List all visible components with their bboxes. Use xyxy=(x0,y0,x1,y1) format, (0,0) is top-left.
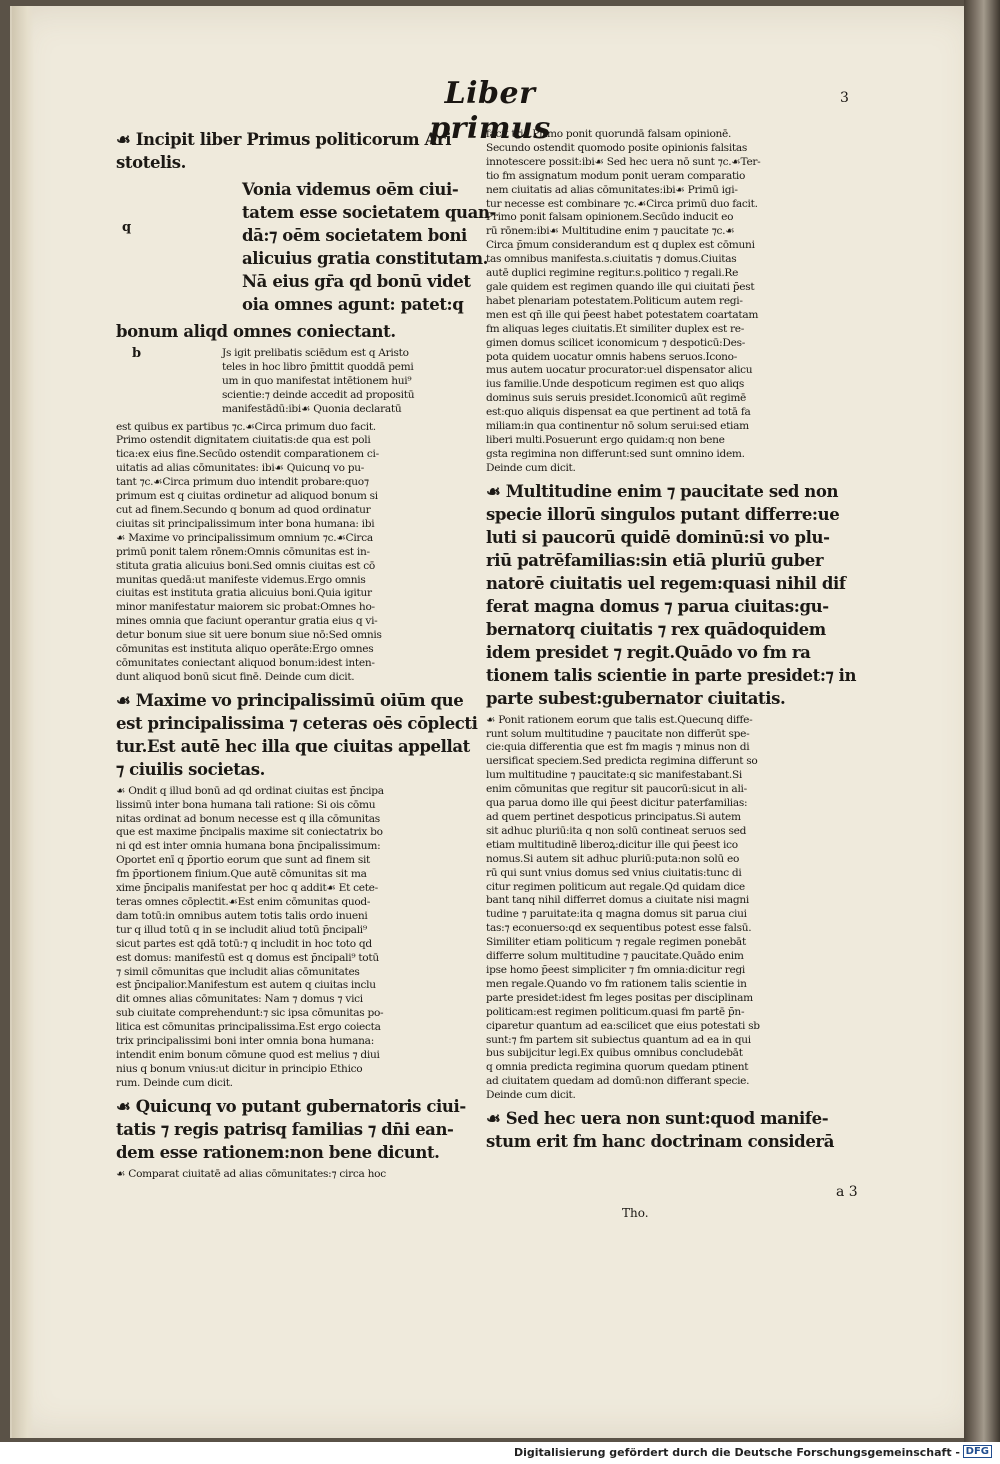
text-line: Primo ostendit dignitatem ciuitatis:de qua est poli xyxy=(116,434,371,447)
text-line: mus autem uocatur procurator:uel dispensator alicu xyxy=(486,364,753,377)
text-line: cie:quia differentia que est fm magis ⁊ minus non di xyxy=(486,741,750,754)
footer-bar xyxy=(0,1442,1000,1464)
left-paragraph xyxy=(116,689,478,781)
text-line: innotescere possit:ibi☙ Sed hec uera nō sunt ⁊c.☙Ter- xyxy=(486,155,761,168)
text-line: tas:⁊ econuerso:qd ex sequentibus potest esse falsū. xyxy=(486,922,752,935)
text-line: munitas quedā:ut manifeste videmus.Ergo omnis xyxy=(116,573,366,586)
marginal-letter-b: b xyxy=(132,346,142,361)
text-line: dā:⁊ oēm societatem boni xyxy=(242,226,467,245)
left-paragraph xyxy=(116,1168,462,1182)
text-line: ☙ Quicunq vo putant gubernatoris ciui- xyxy=(116,1096,466,1116)
left-paragraph xyxy=(116,1095,466,1164)
text-line: xime p̄ncipalis manifestat per hoc q addit☙ Et cete- xyxy=(116,882,378,895)
text-line: Secundo ostendit quomodo posite opinionis falsitas xyxy=(486,141,748,154)
text-line: gsta regimina non differunt:sed sunt omnino idem. xyxy=(486,447,745,460)
text-line: lissimū inter bona humana tali ratione: Si ois cōmu xyxy=(116,798,376,811)
text-line: bonum aliqd omnes coniectant. xyxy=(116,322,396,341)
text-line: um in quo manifestat intētionem hui⁹ xyxy=(222,374,412,387)
left-paragraph xyxy=(116,785,462,1091)
text-line: runt solum multitudine ⁊ paucitate non differūt spe- xyxy=(486,727,750,740)
text-line: cut ad finem.Secundo q bonum ad quod ordinatur xyxy=(116,503,371,516)
text-line: citur regimen politicum aut regale.Qd quidam dice xyxy=(486,880,745,893)
text-line: ciparetur quantum ad ea:scilicet que eius potestati sb xyxy=(486,1019,760,1032)
page-title: Liber primus xyxy=(429,76,551,146)
text-line: ad ciuitatem quedam ad domū:non differant specie. xyxy=(486,1075,750,1088)
text-line: ciuitas sit principalissimum inter bona humana: ibi xyxy=(116,517,375,530)
text-line: tica:ex eius fine.Secūdo ostendit comparationem ci- xyxy=(116,448,379,461)
text-line: pota quidem uocatur omnis habens seruos.Icono- xyxy=(486,350,738,363)
text-line: tatem esse societatem quan- xyxy=(242,203,496,222)
text-line: fm aliquas leges ciuitatis.Et similiter duplex est re- xyxy=(486,322,744,335)
book-page xyxy=(10,6,980,1438)
text-line: ciuitas est instituta gratia alicuius boni.Quia igitur xyxy=(116,587,372,600)
text-line: habet plenariam potestatem.Politicum autem regi- xyxy=(486,294,743,307)
text-line: tas omnibus manifesta.s.ciuitatis ⁊ domus.Ciuitas xyxy=(486,253,737,266)
text-line: rū qui sunt vnius domus sed vnius ciuitatis:tunc di xyxy=(486,866,742,879)
left-paragraph xyxy=(116,128,462,174)
text-line: nitas ordinat ad bonum necesse est q illa cōmunitas xyxy=(116,812,380,825)
text-line: riū patrēfamilias:sin etiā pluriū guber xyxy=(486,550,824,570)
folio-number: 3 xyxy=(840,90,849,106)
text-line: facit tria.Primo ponit quorundā falsam opinionē. xyxy=(486,128,732,140)
text-line: oia omnes agunt: patet:q xyxy=(242,295,464,314)
text-line: men est qn̄ ille qui p̄eest habet potestatem coartatam xyxy=(486,308,759,321)
text-line: dominus suis seruis presidet.Iconomicū aūt regimē xyxy=(486,392,747,405)
text-line: stum erit fm hanc doctrinam considerā xyxy=(486,1132,834,1152)
text-line: gimen domus scilicet iconomicum ⁊ despoticū:Des- xyxy=(486,336,746,349)
text-line: bernatorq ciuitatis ⁊ rex quādoquidem xyxy=(486,619,826,639)
text-line: est principalissima ⁊ ceteras oēs cōplecti xyxy=(116,713,478,733)
text-line: Nā eius gr̄a qd bonū videt xyxy=(242,272,471,291)
text-line: natorē ciuitatis uel regem:quasi nihil dif xyxy=(486,573,846,593)
text-line: tatis ⁊ regis patrisq familias ⁊ dn̄i ean- xyxy=(116,1119,454,1139)
text-line: nius q bonum vnius:ut dicitur in principio Ethico xyxy=(116,1062,363,1075)
text-line: dem esse rationem:non bene dicunt. xyxy=(116,1142,440,1162)
text-line: tur necesse est combinare ⁊c.☙Circa primū duo facit. xyxy=(486,197,758,210)
text-line: teles in hoc libro p̄mittit quoddā pemi xyxy=(222,360,414,373)
text-line: lum multitudine ⁊ paucitate:q sic manifestabant.Si xyxy=(486,769,743,782)
book-edge xyxy=(964,0,1000,1442)
left-paragraph xyxy=(116,320,462,343)
text-line: ☙ Ponit rationem eorum que talis est.Quecunq diffe- xyxy=(486,713,753,726)
text-line: ipse homo p̄eest simpliciter ⁊ fm omnia:dicitur regi xyxy=(486,963,746,976)
text-line: Deinde cum dicit. xyxy=(486,1089,576,1102)
left-paragraph xyxy=(116,421,462,685)
text-line: stituta gratia alicuius boni.Sed omnis ciuitas est cō xyxy=(116,559,375,572)
text-line: litica est cōmunitas principalissima.Est ergo coiecta xyxy=(116,1021,381,1034)
text-line: tionem talis scientie in parte presidet:⁊ in xyxy=(486,665,857,685)
text-line: uitatis ad alias cōmunitates: ibi☙ Quicunq vo pu- xyxy=(116,462,365,475)
text-line: sub ciuitate comprehendunt:⁊ sic ipsa cōmunitas po- xyxy=(116,1007,384,1020)
text-line: stotelis. xyxy=(116,153,187,172)
right-paragraph xyxy=(486,480,857,710)
text-line: bus subijcitur legi.Ex quibus omnibus concludebāt xyxy=(486,1047,743,1060)
text-line: uersificat speciem.Sed predicta regimina differunt so xyxy=(486,755,758,768)
text-line: manifestādū:ibi☙ Quonia declaratū xyxy=(222,402,402,415)
text-line: sicut partes est qdā totū:⁊ q includit in hoc toto qd xyxy=(116,937,372,950)
footer-text: Digitalisierung gefördert durch die Deutsche Forschungsgemeinschaft - xyxy=(513,1446,960,1459)
text-line: ni qd est inter omnia humana bona p̄ncipalissimum: xyxy=(116,840,381,853)
right-column xyxy=(486,128,857,1157)
signature-mark: a 3 xyxy=(836,1184,858,1200)
text-line: etiam multitudinē liberoꝝ:dicitur ille qui p̄eest ico xyxy=(486,838,738,851)
text-line: ☙ Maxime vo principalissimum omnium ⁊c.☙Circa xyxy=(116,531,373,544)
page-gutter xyxy=(12,6,34,1438)
text-line: scientie:⁊ deinde accedit ad propositū xyxy=(222,388,415,401)
text-line: teras omnes cōplectit.☙Est enim cōmunitas quod- xyxy=(116,896,371,908)
dfg-logo: DFG xyxy=(963,1445,992,1458)
text-line: idem presidet ⁊ regit.Quādo vo fm ra xyxy=(486,642,811,662)
text-line: miliam:in qua continentur nō solum serui:sed etiam xyxy=(486,420,749,433)
text-line: cōmunitas est instituta aliquo operāte:Ergo omnes xyxy=(116,643,374,656)
text-line: est p̄ncipalior.Manifestum est autem q ciuitas inclu xyxy=(116,979,376,992)
text-line: tant ⁊c.☙Circa primum duo intendit probare:quo⁊ xyxy=(116,476,369,489)
text-line: que est maxime p̄ncipalis maxime sit coniectatrix bo xyxy=(116,826,383,839)
text-line: differre solum multitudine ⁊ paucitate.Quādo enim xyxy=(486,950,744,963)
text-line: Vonia videmus oēm ciui- xyxy=(242,180,459,199)
text-line: fm p̄portionem finium.Que autē cōmunitas sit ma xyxy=(116,868,367,881)
text-line: ☙ Incipit liber Primus politicorum Ari xyxy=(116,130,452,149)
right-paragraph xyxy=(486,128,816,476)
text-line: politicam:est regimen politicum.quasi fm partē p̄n- xyxy=(486,1005,745,1018)
text-line: ☙ Comparat ciuitatē ad alias cōmunitates:⁊ circa hoc xyxy=(116,1167,386,1180)
right-paragraph xyxy=(486,1107,834,1153)
marginal-letter-q: q xyxy=(122,220,132,235)
text-line: ☙ Ondit q illud bonū ad qd ordinat ciuitas est p̄ncipa xyxy=(116,784,384,797)
text-line: ☙ Maxime vo principalissimū oiūm que xyxy=(116,690,464,710)
text-line: est quibus ex partibus ⁊c.☙Circa primum duo facit. xyxy=(116,420,376,433)
text-line: liberi multi.Posuerunt ergo quidam:q non bene xyxy=(486,433,725,446)
text-line: rū rōnem:ibi☙ Multitudine enim ⁊ paucitate ⁊c.☙ xyxy=(486,225,735,238)
text-line: mines omnia que faciunt operantur gratia eius q vi- xyxy=(116,615,378,628)
text-line: detur bonum siue sit uere bonum siue nō:Sed omnis xyxy=(116,629,382,642)
text-line: primum est q ciuitas ordinetur ad aliquod bonum si xyxy=(116,490,378,503)
catchword: Tho. xyxy=(622,1206,649,1220)
text-line: autē duplici regimine regitur.s.politico ⁊ regali.Re xyxy=(486,267,739,280)
text-line: dam totū:in omnibus autem totis talis ordo inueni xyxy=(116,909,368,922)
text-line: est:quo aliquis dispensat ea que pertinent ad totā fa xyxy=(486,406,751,419)
text-line: Similiter etiam politicum ⁊ regale regimen ponebāt xyxy=(486,936,746,949)
text-line: intendit enim bonum cōmune quod est melius ⁊ diui xyxy=(116,1048,380,1061)
text-line: ius familie.Unde despoticum regimen est quo aliqs xyxy=(486,378,745,391)
text-line: ad quem pertinet despoticus principatus.Si autem xyxy=(486,811,741,823)
left-column xyxy=(116,128,496,1186)
text-line: dunt aliquod bonū sicut finē. Deinde cum dicit. xyxy=(116,670,355,683)
text-line: dit omnes alias cōmunitates: Nam ⁊ domus ⁊ vici xyxy=(116,993,363,1006)
text-line: cōmunitates coniectant aliquod bonum:idest inten- xyxy=(116,656,375,669)
text-line: sunt:⁊ fm partem sit subiectus quantum ad ea in qui xyxy=(486,1033,751,1046)
text-line: tio fm assignatum modum ponit ueram comparatio xyxy=(486,169,746,182)
text-line: qua parua domo ille qui p̄eest dicitur paterfamilias: xyxy=(486,797,748,810)
text-line: gale quidem est regimen quando ille qui ciuitati p̄est xyxy=(486,280,755,293)
text-line: q omnia predicta regimina quorum quedam ptinent xyxy=(486,1061,749,1074)
text-line: Js igit prelibatis sciēdum est q Aristo xyxy=(222,347,409,359)
text-line: parte presidet:idest fm leges positas per disciplinam xyxy=(486,991,753,1004)
text-line: tur q illud totū q in se includit aliud totū p̄ncipali⁹ xyxy=(116,923,367,936)
text-line: specie illorū singulos putant differre:ue xyxy=(486,504,840,524)
text-line: enim cōmunitas que regitur sit paucorū:sicut in ali- xyxy=(486,783,747,796)
text-line: ☙ Sed hec uera non sunt:quod manife- xyxy=(486,1109,829,1129)
text-line: tur.Est autē hec illa que ciuitas appellat xyxy=(116,736,470,756)
text-line: Oportet enī q p̄portio eorum que sunt ad finem sit xyxy=(116,854,371,867)
text-line: rum. Deinde cum dicit. xyxy=(116,1076,233,1089)
text-line: alicuius gratia constitutam. xyxy=(242,249,488,268)
text-line: bant tanq nihil differret domus a ciuitate nisi magni xyxy=(486,894,749,907)
text-line: ⁊ simil cōmunitas que includit alias cōmunitates xyxy=(116,965,360,978)
text-line: nem ciuitatis ad alias cōmunitates:ibi☙ Primū igi- xyxy=(486,183,738,196)
text-line: trix principalissimi boni inter omnia bona humana: xyxy=(116,1035,374,1048)
text-line: men regale.Quando vo fm rationem talis scientie in xyxy=(486,977,747,990)
text-line: parte subest:gubernator ciuitatis. xyxy=(486,688,786,708)
text-line: tudine ⁊ paruitate:ita q magna domus sit parua ciui xyxy=(486,908,747,921)
text-line: nomus.Si autem sit adhuc pluriū:puta:non solū eo xyxy=(486,852,740,865)
text-line: ☙ Multitudine enim ⁊ paucitate sed non xyxy=(486,481,839,501)
text-line: primū ponit talem rōnem:Omnis cōmunitas est in- xyxy=(116,545,370,558)
text-line: Deinde cum dicit. xyxy=(486,461,576,474)
text-line: sit adhuc pluriū:ita q non solū contineat seruos sed xyxy=(486,824,747,837)
text-line: Circa p̄mum considerandum est q duplex est cōmuni xyxy=(486,239,755,252)
text-line: luti si paucorū quidē dominū:si vo plu- xyxy=(486,527,830,547)
text-line: ⁊ ciuilis societas. xyxy=(116,759,265,779)
text-line: ferat magna domus ⁊ parua ciuitas:gu- xyxy=(486,596,829,616)
text-line: Primo ponit falsam opinionem.Secūdo inducit eo xyxy=(486,211,734,224)
text-line: est domus: manifestū est q domus est p̄ncipali⁹ totū xyxy=(116,951,379,964)
right-paragraph xyxy=(486,714,816,1103)
left-paragraph xyxy=(116,347,462,417)
text-line: minor manifestatur maiorem sic probat:Omnes ho- xyxy=(116,601,375,614)
left-paragraph xyxy=(116,178,496,316)
